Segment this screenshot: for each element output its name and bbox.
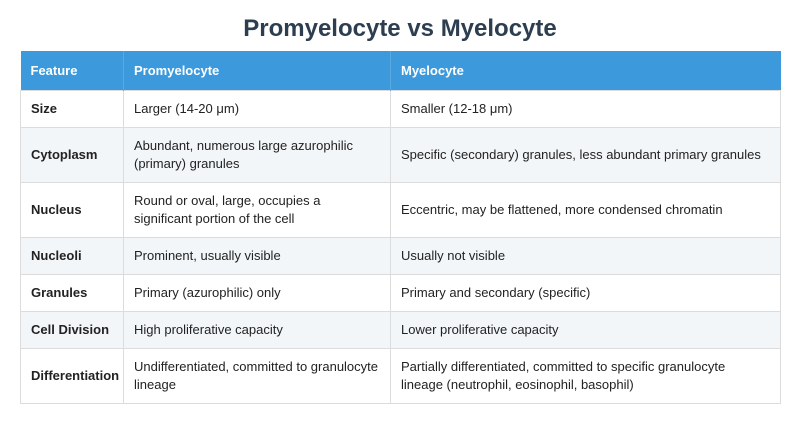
row-myelocyte: Usually not visible [391,238,781,275]
table-row [21,238,781,275]
row-myelocyte: Primary and secondary (specific) [391,275,781,312]
row-feature: Differentiation [21,349,124,404]
table-header-row [21,51,781,91]
row-feature: Cell Division [21,312,124,349]
row-promyelocyte: Round or oval, large, occupies a significant portion of the cell [124,183,391,238]
table-row [21,183,781,238]
row-promyelocyte: Undifferentiated, committed to granulocyte lineage [124,349,391,404]
comparison-table [20,51,781,404]
header-promyelocyte: Promyelocyte [124,51,391,91]
row-promyelocyte: High proliferative capacity [124,312,391,349]
table-row [21,312,781,349]
comparison-table-container [20,51,780,404]
row-feature: Nucleus [21,183,124,238]
row-feature: Granules [21,275,124,312]
row-myelocyte: Specific (secondary) granules, less abundant primary granules [391,128,781,183]
header-myelocyte: Myelocyte [391,51,781,91]
row-feature: Size [21,91,124,128]
page-title: Promyelocyte vs Myelocyte [243,15,557,42]
header-feature: Feature [21,51,124,91]
table-row [21,91,781,128]
row-promyelocyte: Larger (14-20 μm) [124,91,391,128]
row-promyelocyte: Abundant, numerous large azurophilic (primary) granules [124,128,391,183]
row-feature: Nucleoli [21,238,124,275]
row-promyelocyte: Primary (azurophilic) only [124,275,391,312]
row-myelocyte: Partially differentiated, committed to specific granulocyte lineage (neutrophil, eosinophil, basophil) [391,349,781,404]
table-row [21,275,781,312]
row-myelocyte: Smaller (12-18 μm) [391,91,781,128]
table-row [21,128,781,183]
row-promyelocyte: Prominent, usually visible [124,238,391,275]
row-myelocyte: Lower proliferative capacity [391,312,781,349]
row-myelocyte: Eccentric, may be flattened, more condensed chromatin [391,183,781,238]
table-row [21,349,781,404]
row-feature: Cytoplasm [21,128,124,183]
